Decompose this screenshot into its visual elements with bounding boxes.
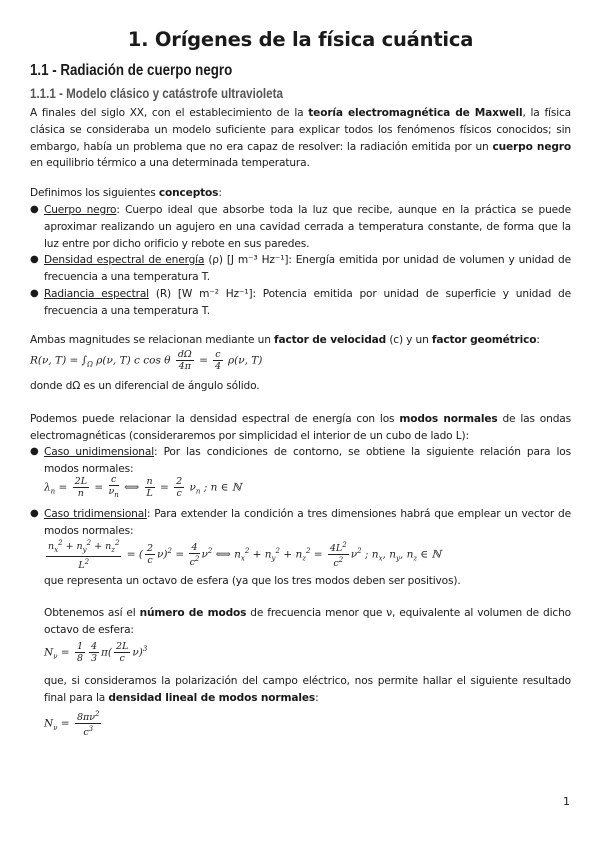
concepts-intro: Definimos los siguientes conceptos: — [30, 187, 222, 199]
list-item: ● Radiancia espectral (R) [W m⁻² Hz⁻¹]: Potencia emitida por unidad de superficie y unidad de frecuencia a una temperatura T. — [30, 288, 571, 317]
list-item: ● Caso tridimensional: Para extender la condición a tres dimensiones habrá que emplear un vector de modos normales: — [30, 508, 571, 537]
intro-paragraph: A finales del siglo XX, con el establecimiento de la teoría electromagnética de Maxwell, la física clásica se consideraba un modelo suficiente para explicar todos los fenómenos físicos conocidos; sin embargo, había un problema que no era capaz de resolver: la radiación emitida por un cuerpo negro en equilibrio térmico a una determinada temperatura. — [30, 107, 572, 170]
subsection-heading: 1.1.1 - Modelo clásico y catástrofe ultravioleta — [30, 86, 283, 101]
bullet-icon: ● — [30, 288, 39, 299]
section-heading: 1.1 - Radiación de cuerpo negro — [30, 62, 233, 79]
one-dimensional-modes-equation: $\lambda_n$ = $\frac{2L}{n}$ = $\frac{c}{\nu_n}$ ⟺ $\frac{n}{L}$ = $\frac{2}{c}$ $\nu_n$ ; n ∈ ℕ — [44, 474, 242, 499]
page-number: 1 — [563, 795, 570, 808]
relation-paragraph: Ambas magnitudes se relacionan mediante un factor de velocidad (c) y un factor geométrico: — [30, 334, 540, 346]
page-title: 1. Orígenes de la física cuántica — [127, 28, 474, 51]
solid-angle-note: donde dΩ es un diferencial de ángulo sólido. — [30, 380, 260, 392]
list-item: ● Densidad espectral de energía (ρ) [J m⁻³ Hz⁻¹]: Energía emitida por unidad de volumen y unidad de frecuencia a una temperatura T. — [30, 254, 571, 283]
three-dimensional-modes-equation: $\frac{n_x^2 + n_y^2 + n_z^2}{L^2}$ = ( $\frac{2}{c}$ ν)$^2$ = $\frac{4}{c^2}$ $\nu^2$ ⟺ $n_x^2 + n_y^2 + n_z^2$ = $\frac{4L^2}{c^2}$ $\nu^2$ ; $n_x$, $n_y$, $n_z$ ∈ ℕ — [48, 539, 442, 572]
octant-note: que representa un octavo de esfera (ya que los tres modos deben ser positivos). — [44, 575, 461, 587]
linear-mode-density-equation: $N_\nu$ = $\frac{8\pi\nu^2}{c^3}$ — [44, 710, 100, 739]
final-paragraph: que, si consideramos la polarización del campo eléctrico, nos permite hallar el siguiente resultado final para la densidad lineal de modos normales: — [44, 675, 571, 704]
radiance-equation: R(ν, $T) = \int_\Omega$ ρ(ν, T) c cos θ $\frac{d\Omega}{4\pi}$ = $\frac{c}{4}$ ρ(ν, T) — [30, 349, 263, 372]
list-item: ● Cuerpo negro: Cuerpo ideal que absorbe toda la luz que recibe, aunque en la práctica se puede aproximar realizando un agujero en una cavidad cerrada a temperatura constante, de forma que la luz entre por dicho orificio y rebote en sus paredes. — [30, 204, 571, 250]
modes-paragraph: Podemos puede relacionar la densidad espectral de energía con los modos normales de las ondas electromagnéticas (consideraremos por simplicidad el interior de un cubo de lado L): — [30, 413, 571, 442]
mode-count-equation: $N_\nu$ = $\frac{1}{8}$ $\frac{4}{3}$ π( $\frac{2L}{c}$ ν)$^3$ — [44, 641, 148, 664]
bullet-icon: ● — [30, 446, 39, 457]
bullet-icon: ● — [30, 254, 39, 265]
bullet-icon: ● — [30, 508, 39, 519]
list-item: ● Caso unidimensional: Por las condiciones de contorno, se obtiene la siguiente relación para los modos normales: — [30, 446, 571, 475]
mode-count-paragraph: Obtenemos así el número de modos de frecuencia menor que ν, equivalente al volumen de dicho octavo de esfera: — [44, 607, 571, 636]
bullet-icon: ● — [30, 204, 39, 215]
